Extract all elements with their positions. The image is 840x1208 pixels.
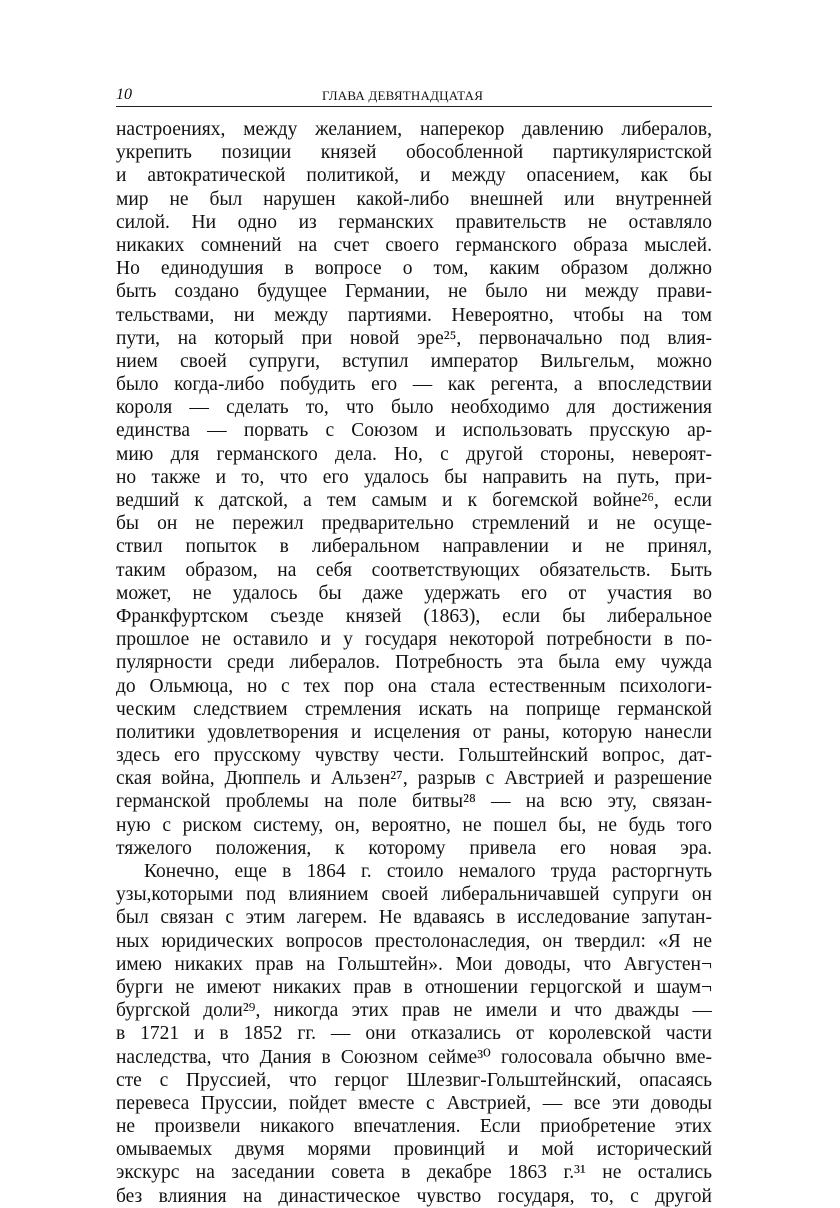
- text-line: ствил попыток в либеральном направлении и не принял,: [116, 536, 712, 558]
- text-line: бурги не имеют никаких прав в отношении герцогской и шаум¬: [116, 976, 712, 998]
- text-line: был связан с этим лагерем. Не вдаваясь в исследование запутан-: [116, 907, 712, 929]
- text-line: наследства, что Дания в Союзном сейме³⁰ голосовала обычно вме-: [116, 1046, 712, 1068]
- text-line: бы он не пережил предварительно стремлений и не осуще-: [116, 513, 712, 535]
- text-line: Но единодушия в вопросе о том, каким образом должно: [116, 258, 712, 280]
- text-line: омываемых двумя морями провинций и мой исторический: [116, 1139, 712, 1161]
- text-line: имею никаких прав на Гольштейн». Мои доводы, что Августен¬: [116, 953, 712, 975]
- text-line: прошлое не оставило и у государя некоторой потребности в по-: [116, 629, 712, 651]
- text-line: настроениях, между желанием, наперекор давлению либералов,: [116, 119, 712, 140]
- paragraph-end-line: тяжелого положения, к которому привела его новая эра.: [116, 837, 712, 859]
- text-line: ных юридических вопросов престолонаследия, он твердил: «Я не: [116, 930, 712, 952]
- text-line: пути, на который при новой эре²⁵, первоначально под влия-: [116, 327, 712, 349]
- text-line: укрепить позиции князей обособленной партикуляристской: [116, 142, 712, 164]
- text-line: ская война, Дюппель и Альзен²⁷, разрыв с Австрией и разрешение: [116, 768, 712, 790]
- text-line: перевеса Пруссии, пойдет вместе с Австрией, — все эти доводы: [116, 1092, 712, 1114]
- text-line: пулярности среди либералов. Потребность эта была ему чужда: [116, 652, 712, 674]
- book-page: [116, 84, 712, 1208]
- text-line: ческим следствием стремления искать на поприще германской: [116, 698, 712, 720]
- text-line: до Ольмюца, но с тех пор она стала естественным психологи-: [116, 675, 712, 697]
- page-number: 10: [116, 86, 132, 103]
- text-line: здесь его прусскому чувству чести. Гольштейнский вопрос, дат-: [116, 745, 712, 767]
- text-line: узы,которыми под влиянием своей либеральничавшей супруги он: [116, 884, 712, 906]
- text-line: бургской доли²⁹, никогда этих прав не имели и что дважды —: [116, 1000, 712, 1022]
- text-line: ную с риском систему, он, вероятно, не пошел бы, не будь того: [116, 814, 712, 836]
- text-line: но также и то, что его удалось бы направить на путь, при-: [116, 466, 712, 488]
- page-header: [116, 84, 712, 107]
- paragraph-start-line: Конечно, еще в 1864 г. стоило немалого труда расторгнуть: [144, 861, 712, 882]
- text-line: экскурс на заседании совета в декабре 1863 г.³¹ не остались: [116, 1162, 712, 1184]
- text-line: может, не удалось бы даже удержать его от участия во: [116, 582, 712, 604]
- text-line: без влияния на династическое чувство государя, то, с другой: [116, 1185, 712, 1207]
- text-line: политики удовлетворения и исцеления от раны, которую нанесли: [116, 721, 712, 743]
- text-line: короля — сделать то, что было необходимо для достижения: [116, 397, 712, 419]
- text-line: никаких сомнений на счет своего германского образа мыслей.: [116, 234, 712, 256]
- text-line: таким образом, на себя соответствующих обязательств. Быть: [116, 559, 712, 581]
- text-line: и автократической политикой, и между опасением, как бы: [116, 165, 712, 187]
- text-line: силой. Ни одно из германских правительств не оставляло: [116, 211, 712, 233]
- running-title: ГЛАВА ДЕВЯТНАДЦАТАЯ: [322, 88, 484, 103]
- text-line: Франкфуртском съезде князей (1863), если бы либеральное: [116, 605, 712, 627]
- text-line: в 1721 и в 1852 гг. — они отказались от королевской части: [116, 1023, 712, 1045]
- text-line: единства — порвать с Союзом и использовать прусскую ар-: [116, 420, 712, 442]
- text-line: мир не был нарушен какой-либо внешней или внутренней: [116, 188, 712, 210]
- text-line: быть создано будущее Германии, не было ни между прави-: [116, 281, 712, 303]
- text-line: тельствами, ни между партиями. Невероятно, чтобы на том: [116, 304, 712, 326]
- text-line: сте с Пруссией, что герцог Шлезвиг-Гольштейнский, опасаясь: [116, 1069, 712, 1091]
- body-text: [116, 118, 712, 1208]
- text-line: было когда-либо побудить его — как регента, а впоследствии: [116, 374, 712, 396]
- text-line: ведший к датской, а тем самым и к богемской войне²⁶, если: [116, 490, 712, 511]
- text-line: не произвели никакого впечатления. Если приобретение этих: [116, 1116, 712, 1138]
- text-line: германской проблемы на поле битвы²⁸ — на всю эту, связан-: [116, 791, 712, 813]
- text-line: нием своей супруги, вступил император Вильгельм, можно: [116, 350, 712, 372]
- text-line: мию для германского дела. Но, с другой стороны, невероят-: [116, 443, 712, 465]
